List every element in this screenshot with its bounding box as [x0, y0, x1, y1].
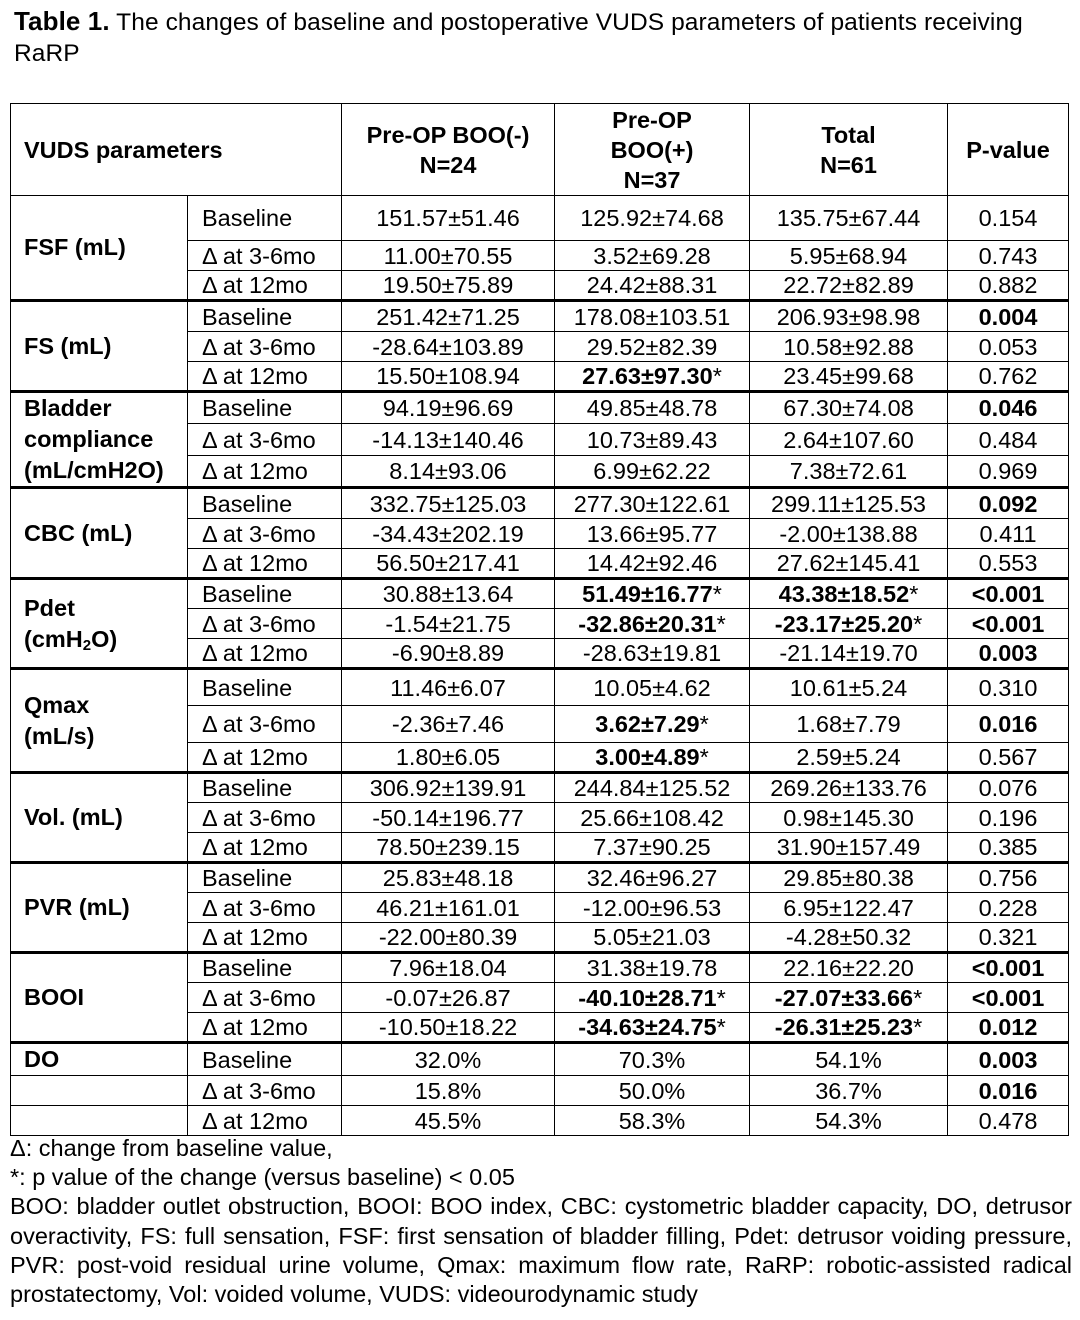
header-boo-pos: Pre-OP BOO(+) N=37: [555, 104, 750, 196]
footnote-star: *: p value of the change (versus baseline) < 0.05: [10, 1164, 515, 1191]
timepoint-cell: Baseline: [188, 953, 342, 983]
boo-pos-cell: 10.73±89.43: [555, 424, 750, 456]
p-value-cell: 0.567: [948, 743, 1069, 773]
table-row: [11, 488, 1069, 519]
boo-neg-cell: -2.36±7.46: [342, 706, 555, 743]
significance-star: *: [913, 1014, 923, 1040]
p-value-cell: 0.484: [948, 424, 1069, 456]
timepoint-cell: Δ at 3-6mo: [188, 332, 342, 362]
parameter-name-pdet: Pdet (cmH$_2$O): [11, 579, 188, 669]
boo-pos-cell: 50.0%: [555, 1076, 750, 1106]
timepoint-cell: Δ at 3-6mo: [188, 241, 342, 271]
total-cell: -23.17±25.20*: [750, 609, 948, 639]
header-vuds-parameters: VUDS parameters: [11, 104, 342, 196]
boo-pos-cell: -28.63±19.81: [555, 639, 750, 669]
boo-pos-cell: 49.85±48.78: [555, 392, 750, 424]
total-cell: 206.93±98.98: [750, 301, 948, 332]
boo-pos-cell: 14.42±92.46: [555, 549, 750, 579]
boo-pos-cell: 7.37±90.25: [555, 833, 750, 863]
parameter-name-empty: [11, 1076, 188, 1106]
boo-neg-cell: 94.19±96.69: [342, 392, 555, 424]
total-cell: 7.38±72.61: [750, 456, 948, 488]
total-cell: -27.07±33.66*: [750, 983, 948, 1013]
boo-neg-cell: 30.88±13.64: [342, 579, 555, 609]
p-value-cell: 0.385: [948, 833, 1069, 863]
table-row: [11, 863, 1069, 893]
boo-pos-cell: 70.3%: [555, 1043, 750, 1076]
boo-neg-cell: 56.50±217.41: [342, 549, 555, 579]
table-caption: [14, 6, 1070, 69]
p-value-cell: 0.411: [948, 519, 1069, 549]
timepoint-cell: Δ at 12mo: [188, 456, 342, 488]
timepoint-cell: Δ at 12mo: [188, 923, 342, 953]
p-value-cell: <0.001: [948, 579, 1069, 609]
total-cell: 2.64±107.60: [750, 424, 948, 456]
timepoint-cell: Δ at 12mo: [188, 1013, 342, 1043]
boo-pos-cell: 32.46±96.27: [555, 863, 750, 893]
total-cell: 22.16±22.20: [750, 953, 948, 983]
total-cell: 31.90±157.49: [750, 833, 948, 863]
significance-star: *: [716, 1014, 726, 1040]
boo-neg-cell: 251.42±71.25: [342, 301, 555, 332]
timepoint-cell: Δ at 12mo: [188, 1106, 342, 1136]
boo-neg-cell: -1.54±21.75: [342, 609, 555, 639]
timepoint-cell: Δ at 3-6mo: [188, 893, 342, 923]
boo-neg-cell: 15.8%: [342, 1076, 555, 1106]
significance-star: *: [712, 363, 722, 389]
boo-neg-cell: -6.90±8.89: [342, 639, 555, 669]
boo-neg-cell: 1.80±6.05: [342, 743, 555, 773]
timepoint-cell: Δ at 3-6mo: [188, 519, 342, 549]
timepoint-cell: Baseline: [188, 773, 342, 803]
boo-pos-cell: -34.63±24.75*: [555, 1013, 750, 1043]
p-value-cell: <0.001: [948, 609, 1069, 639]
boo-pos-cell: -12.00±96.53: [555, 893, 750, 923]
boo-neg-cell: 45.5%: [342, 1106, 555, 1136]
header-boo-neg: Pre-OP BOO(-) N=24: [342, 104, 555, 196]
footnote-delta: Δ: change from baseline value,: [10, 1135, 333, 1161]
p-value-cell: 0.882: [948, 271, 1069, 301]
p-value-cell: <0.001: [948, 983, 1069, 1013]
boo-pos-cell: 3.00±4.89*: [555, 743, 750, 773]
parameter-name-booi: BOOI: [11, 953, 188, 1043]
significance-star: *: [913, 610, 923, 637]
boo-neg-cell: 8.14±93.06: [342, 456, 555, 488]
boo-neg-cell: 15.50±108.94: [342, 362, 555, 392]
p-value-cell: 0.092: [948, 488, 1069, 519]
boo-pos-cell: 31.38±19.78: [555, 953, 750, 983]
total-cell: 36.7%: [750, 1076, 948, 1106]
total-cell: -26.31±25.23*: [750, 1013, 948, 1043]
boo-neg-cell: 32.0%: [342, 1043, 555, 1076]
timepoint-cell: Baseline: [188, 579, 342, 609]
boo-neg-cell: 19.50±75.89: [342, 271, 555, 301]
boo-neg-cell: 25.83±48.18: [342, 863, 555, 893]
p-value-cell: 0.969: [948, 456, 1069, 488]
boo-neg-cell: -34.43±202.19: [342, 519, 555, 549]
timepoint-cell: Baseline: [188, 488, 342, 519]
boo-pos-cell: 5.05±21.03: [555, 923, 750, 953]
boo-pos-cell: 125.92±74.68: [555, 196, 750, 241]
table-row: [11, 773, 1069, 803]
table-row: [11, 196, 1069, 241]
significance-star: *: [716, 984, 726, 1011]
table-row: [11, 669, 1069, 706]
table-row: [11, 579, 1069, 609]
parameter-name-cbc-ml: CBC (mL): [11, 488, 188, 579]
timepoint-cell: Baseline: [188, 392, 342, 424]
table-row: [11, 953, 1069, 983]
boo-pos-cell: 58.3%: [555, 1106, 750, 1136]
parameter-name-fs-ml: FS (mL): [11, 301, 188, 392]
total-cell: 54.3%: [750, 1106, 948, 1136]
boo-pos-cell: -40.10±28.71*: [555, 983, 750, 1013]
caption-label: Table 1.: [14, 6, 110, 36]
parameter-name-do: DO: [11, 1043, 188, 1076]
timepoint-cell: Δ at 3-6mo: [188, 803, 342, 833]
header-total: Total N=61: [750, 104, 948, 196]
total-cell: 1.68±7.79: [750, 706, 948, 743]
table-body: [11, 196, 1069, 1136]
parameter-name-vol-ml: Vol. (mL): [11, 773, 188, 863]
parameter-name-pvr-ml: PVR (mL): [11, 863, 188, 953]
boo-neg-cell: -28.64±103.89: [342, 332, 555, 362]
footnote-abbreviations: BOO: bladder outlet obstruction, BOOI: BOO index, CBC: cystometric bladder capacity, DO, detrusor overactivity, FS: full sensation, FSF: first sensation of bladder filling, Pdet: detrusor voiding pressure, PVR: post-void residual urine volume, Qmax: maximum flow rate, RaRP: robotic-assisted radical prostatectomy, Vol: voided volume, VUDS: videourodynamic study: [10, 1193, 1072, 1308]
table-row: [11, 1106, 1069, 1136]
total-cell: 5.95±68.94: [750, 241, 948, 271]
boo-pos-cell: -32.86±20.31*: [555, 609, 750, 639]
boo-pos-cell: 277.30±122.61: [555, 488, 750, 519]
boo-pos-cell: 25.66±108.42: [555, 803, 750, 833]
table-row: [11, 392, 1069, 424]
timepoint-cell: Δ at 3-6mo: [188, 424, 342, 456]
total-cell: -2.00±138.88: [750, 519, 948, 549]
p-value-cell: 0.012: [948, 1013, 1069, 1043]
p-value-cell: 0.016: [948, 706, 1069, 743]
total-cell: 2.59±5.24: [750, 743, 948, 773]
timepoint-cell: Δ at 3-6mo: [188, 609, 342, 639]
total-cell: 22.72±82.89: [750, 271, 948, 301]
boo-pos-cell: 6.99±62.22: [555, 456, 750, 488]
p-value-cell: 0.756: [948, 863, 1069, 893]
p-value-cell: 0.743: [948, 241, 1069, 271]
total-cell: 10.58±92.88: [750, 332, 948, 362]
boo-neg-cell: 332.75±125.03: [342, 488, 555, 519]
significance-star: *: [699, 744, 709, 770]
boo-pos-cell: 29.52±82.39: [555, 332, 750, 362]
p-value-cell: 0.228: [948, 893, 1069, 923]
boo-neg-cell: -10.50±18.22: [342, 1013, 555, 1043]
p-value-cell: 0.553: [948, 549, 1069, 579]
total-cell: 10.61±5.24: [750, 669, 948, 706]
p-value-cell: 0.310: [948, 669, 1069, 706]
boo-pos-cell: 13.66±95.77: [555, 519, 750, 549]
parameter-name-empty: [11, 1106, 188, 1136]
timepoint-cell: Δ at 12mo: [188, 362, 342, 392]
timepoint-cell: Δ at 3-6mo: [188, 1076, 342, 1106]
boo-pos-cell: 10.05±4.62: [555, 669, 750, 706]
significance-star: *: [699, 711, 709, 737]
timepoint-cell: Baseline: [188, 196, 342, 241]
boo-neg-cell: -14.13±140.46: [342, 424, 555, 456]
parameter-name-qmax: Qmax (mL/s): [11, 669, 188, 773]
p-value-cell: 0.046: [948, 392, 1069, 424]
p-value-cell: 0.321: [948, 923, 1069, 953]
total-cell: 29.85±80.38: [750, 863, 948, 893]
total-cell: -4.28±50.32: [750, 923, 948, 953]
boo-pos-cell: 3.52±69.28: [555, 241, 750, 271]
timepoint-cell: Δ at 12mo: [188, 639, 342, 669]
total-cell: -21.14±19.70: [750, 639, 948, 669]
timepoint-cell: Δ at 12mo: [188, 833, 342, 863]
total-cell: 67.30±74.08: [750, 392, 948, 424]
significance-star: *: [712, 581, 722, 607]
p-value-cell: <0.001: [948, 953, 1069, 983]
boo-neg-cell: 46.21±161.01: [342, 893, 555, 923]
p-value-cell: 0.196: [948, 803, 1069, 833]
boo-neg-cell: -50.14±196.77: [342, 803, 555, 833]
total-cell: 54.1%: [750, 1043, 948, 1076]
boo-neg-cell: 78.50±239.15: [342, 833, 555, 863]
significance-star: *: [909, 581, 919, 607]
table-footnotes: [10, 1134, 1072, 1309]
p-value-cell: 0.016: [948, 1076, 1069, 1106]
timepoint-cell: Baseline: [188, 669, 342, 706]
boo-pos-cell: 244.84±125.52: [555, 773, 750, 803]
timepoint-cell: Δ at 12mo: [188, 549, 342, 579]
timepoint-cell: Baseline: [188, 863, 342, 893]
boo-neg-cell: -22.00±80.39: [342, 923, 555, 953]
total-cell: 43.38±18.52*: [750, 579, 948, 609]
boo-neg-cell: 151.57±51.46: [342, 196, 555, 241]
total-cell: 6.95±122.47: [750, 893, 948, 923]
boo-neg-cell: -0.07±26.87: [342, 983, 555, 1013]
table-row: [11, 301, 1069, 332]
timepoint-cell: Δ at 3-6mo: [188, 706, 342, 743]
header-p-value: P-value: [948, 104, 1069, 196]
p-value-cell: 0.053: [948, 332, 1069, 362]
total-cell: 0.98±145.30: [750, 803, 948, 833]
boo-neg-cell: 306.92±139.91: [342, 773, 555, 803]
timepoint-cell: Δ at 12mo: [188, 743, 342, 773]
total-cell: 135.75±67.44: [750, 196, 948, 241]
parameter-name-fsf-ml: FSF (mL): [11, 196, 188, 301]
parameter-name-bladder: Bladder compliance (mL/cmH2O): [11, 392, 188, 488]
boo-pos-cell: 178.08±103.51: [555, 301, 750, 332]
total-cell: 299.11±125.53: [750, 488, 948, 519]
p-value-cell: 0.762: [948, 362, 1069, 392]
timepoint-cell: Δ at 12mo: [188, 271, 342, 301]
timepoint-cell: Baseline: [188, 301, 342, 332]
significance-star: *: [913, 984, 923, 1011]
p-value-cell: 0.154: [948, 196, 1069, 241]
boo-pos-cell: 3.62±7.29*: [555, 706, 750, 743]
boo-neg-cell: 7.96±18.04: [342, 953, 555, 983]
significance-star: *: [716, 610, 726, 637]
timepoint-cell: Δ at 3-6mo: [188, 983, 342, 1013]
p-value-cell: 0.004: [948, 301, 1069, 332]
vuds-table: [10, 103, 1069, 1136]
total-cell: 269.26±133.76: [750, 773, 948, 803]
p-value-cell: 0.076: [948, 773, 1069, 803]
p-value-cell: 0.478: [948, 1106, 1069, 1136]
timepoint-cell: Baseline: [188, 1043, 342, 1076]
header-row: [11, 104, 1069, 196]
boo-neg-cell: 11.46±6.07: [342, 669, 555, 706]
table-row: [11, 1043, 1069, 1076]
boo-neg-cell: 11.00±70.55: [342, 241, 555, 271]
boo-pos-cell: 27.63±97.30*: [555, 362, 750, 392]
table-row: [11, 1076, 1069, 1106]
total-cell: 27.62±145.41: [750, 549, 948, 579]
boo-pos-cell: 24.42±88.31: [555, 271, 750, 301]
p-value-cell: 0.003: [948, 1043, 1069, 1076]
boo-pos-cell: 51.49±16.77*: [555, 579, 750, 609]
caption-text: The changes of baseline and postoperative VUDS parameters of patients receiving RaRP: [14, 9, 1023, 67]
total-cell: 23.45±99.68: [750, 362, 948, 392]
p-value-cell: 0.003: [948, 639, 1069, 669]
